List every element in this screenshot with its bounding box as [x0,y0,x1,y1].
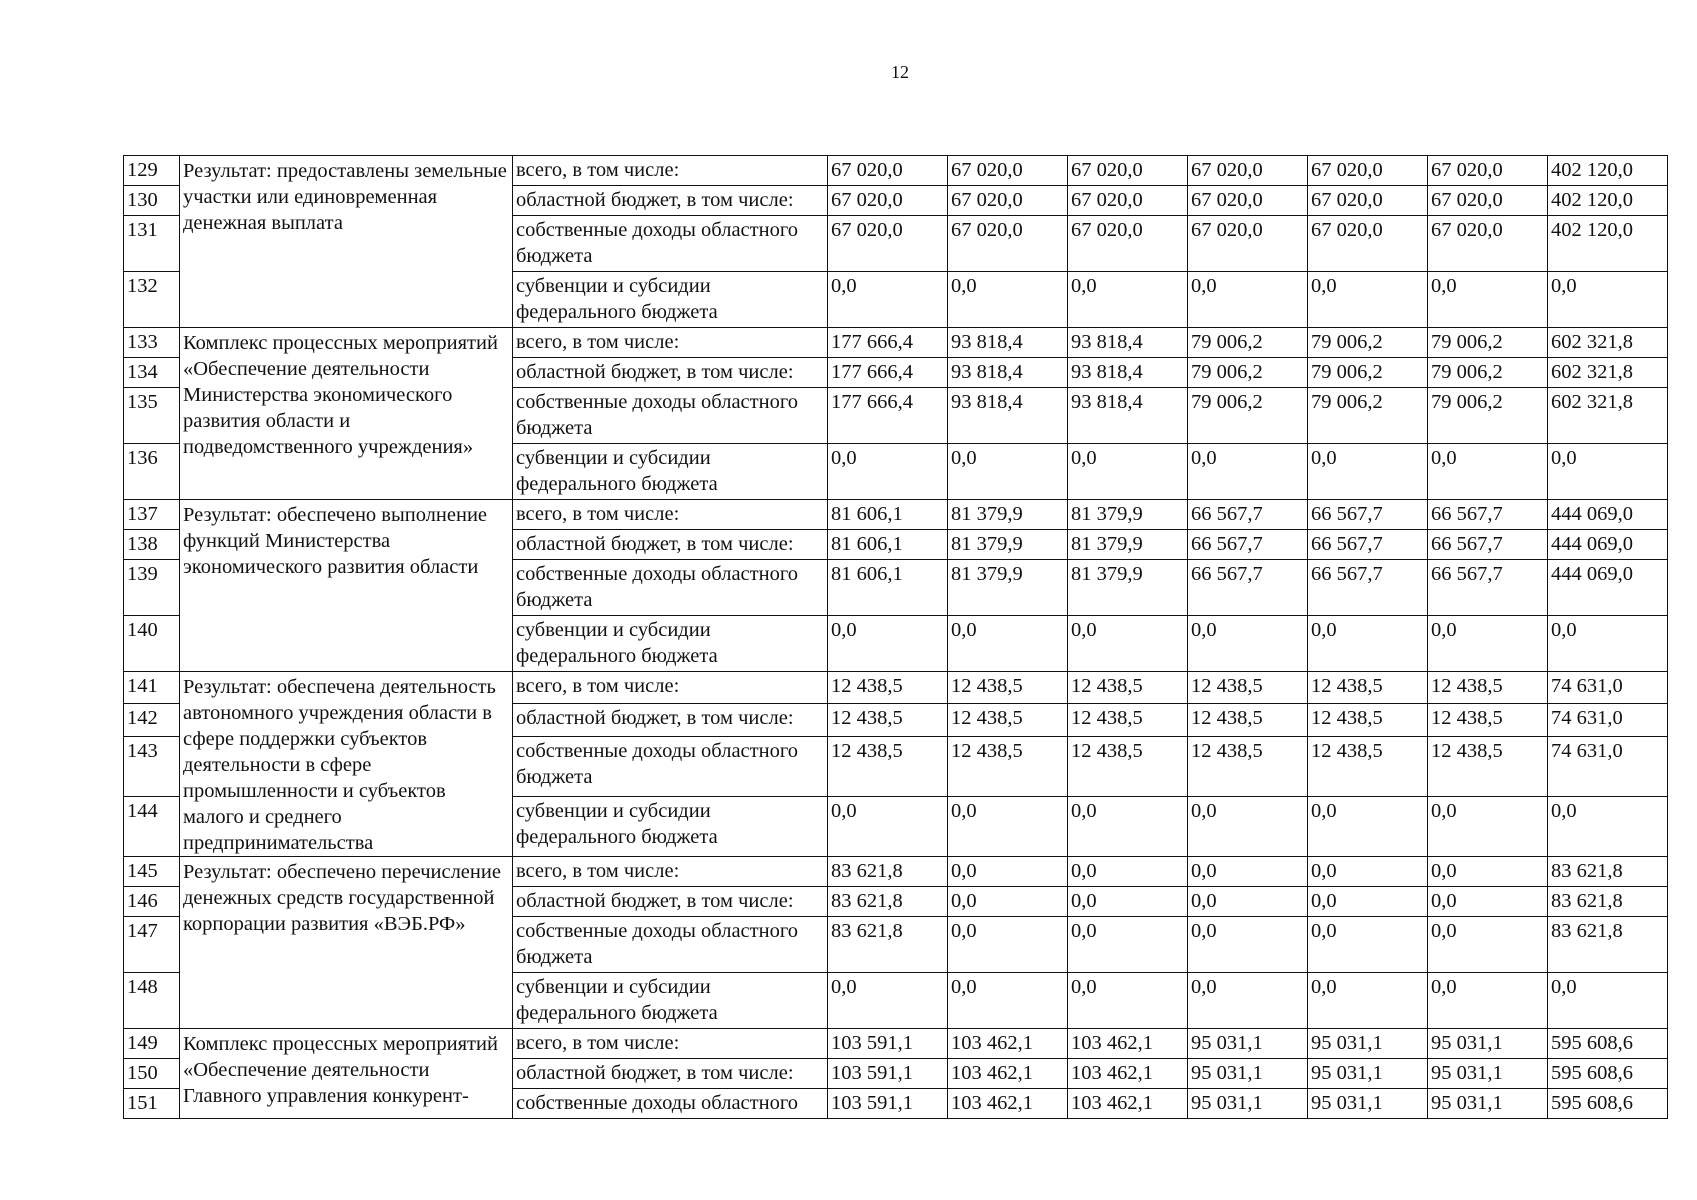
year-value: 67 020,0 [828,186,948,216]
year-value: 66 567,7 [1308,530,1428,560]
year-value: 67 020,0 [1308,216,1428,272]
funding-source: субвенции и субсидии федерального бюджета [513,973,828,1029]
year-value: 95 031,1 [1188,1089,1308,1119]
funding-source: областной бюджет, в том числе: [513,704,828,736]
table-row [124,672,1668,704]
year-value: 0,0 [1188,887,1308,917]
year-value: 93 818,4 [1068,388,1188,444]
total-value: 0,0 [1548,272,1668,328]
year-value: 79 006,2 [1428,358,1548,388]
total-value: 595 608,6 [1548,1029,1668,1059]
year-value: 81 379,9 [948,500,1068,530]
year-value: 93 818,4 [948,358,1068,388]
total-value: 0,0 [1548,796,1668,856]
total-value: 444 069,0 [1548,560,1668,616]
year-value: 66 567,7 [1428,500,1548,530]
year-value: 103 462,1 [1068,1089,1188,1119]
year-value: 0,0 [1068,616,1188,672]
activity-name: Результат: обеспечена деятельность автономного учреждения области в сфере поддержки субъектов деятельности в сфере промышленности и субъектов малого и среднего предпринимательства [180,672,513,857]
funding-source: собственные доходы областного бюджета [513,917,828,973]
year-value: 81 379,9 [1068,560,1188,616]
year-value: 12 438,5 [1308,704,1428,736]
year-value: 93 818,4 [1068,358,1188,388]
table-row [124,1029,1668,1059]
table-row [124,328,1668,358]
year-value: 67 020,0 [1068,156,1188,186]
activity-name: Комплекс процессных мероприятий «Обеспечение деятельности Министерства экономического развития области и подведомственного учреждения» [180,328,513,500]
total-value: 83 621,8 [1548,917,1668,973]
funding-source: всего, в том числе: [513,1029,828,1059]
year-value: 0,0 [828,973,948,1029]
row-number: 138 [124,530,180,560]
total-value: 83 621,8 [1548,857,1668,887]
year-value: 67 020,0 [828,156,948,186]
total-value: 0,0 [1548,973,1668,1029]
year-value: 93 818,4 [948,328,1068,358]
year-value: 12 438,5 [948,672,1068,704]
year-value: 0,0 [948,616,1068,672]
row-number: 135 [124,388,180,444]
year-value: 12 438,5 [1308,736,1428,796]
year-value: 66 567,7 [1188,500,1308,530]
year-value: 12 438,5 [1428,736,1548,796]
row-number: 148 [124,973,180,1029]
funding-source: всего, в том числе: [513,328,828,358]
year-value: 0,0 [828,616,948,672]
total-value: 402 120,0 [1548,216,1668,272]
year-value: 67 020,0 [948,156,1068,186]
row-number: 133 [124,328,180,358]
funding-source: областной бюджет, в том числе: [513,186,828,216]
year-value: 0,0 [1308,973,1428,1029]
year-value: 0,0 [948,444,1068,500]
year-value: 0,0 [1068,887,1188,917]
year-value: 0,0 [1188,796,1308,856]
total-value: 444 069,0 [1548,530,1668,560]
year-value: 0,0 [1188,973,1308,1029]
year-value: 12 438,5 [1308,672,1428,704]
year-value: 79 006,2 [1188,358,1308,388]
year-value: 0,0 [1308,796,1428,856]
year-value: 12 438,5 [828,736,948,796]
year-value: 81 606,1 [828,500,948,530]
year-value: 103 462,1 [1068,1059,1188,1089]
year-value: 81 606,1 [828,560,948,616]
year-value: 83 621,8 [828,887,948,917]
funding-source: областной бюджет, в том числе: [513,1059,828,1089]
year-value: 67 020,0 [1428,186,1548,216]
year-value: 12 438,5 [828,704,948,736]
funding-source: всего, в том числе: [513,857,828,887]
year-value: 95 031,1 [1428,1059,1548,1089]
year-value: 103 591,1 [828,1029,948,1059]
budget-table [123,155,1668,1119]
row-number: 149 [124,1029,180,1059]
year-value: 177 666,4 [828,328,948,358]
year-value: 12 438,5 [1188,672,1308,704]
year-value: 103 591,1 [828,1059,948,1089]
funding-source: всего, в том числе: [513,672,828,704]
total-value: 0,0 [1548,616,1668,672]
row-number: 137 [124,500,180,530]
funding-source: всего, в том числе: [513,500,828,530]
year-value: 12 438,5 [948,736,1068,796]
row-number: 141 [124,672,180,704]
year-value: 0,0 [828,272,948,328]
year-value: 67 020,0 [1308,186,1428,216]
year-value: 67 020,0 [1188,156,1308,186]
year-value: 79 006,2 [1308,358,1428,388]
row-number: 145 [124,857,180,887]
funding-source: всего, в том числе: [513,156,828,186]
row-number: 132 [124,272,180,328]
year-value: 67 020,0 [1308,156,1428,186]
year-value: 12 438,5 [1428,672,1548,704]
year-value: 103 462,1 [948,1059,1068,1089]
year-value: 95 031,1 [1308,1089,1428,1119]
row-number: 134 [124,358,180,388]
funding-source: областной бюджет, в том числе: [513,887,828,917]
row-number: 142 [124,704,180,736]
year-value: 12 438,5 [1068,704,1188,736]
funding-source: собственные доходы областного [513,1089,828,1119]
year-value: 66 567,7 [1308,560,1428,616]
year-value: 0,0 [1308,272,1428,328]
year-value: 67 020,0 [1068,186,1188,216]
year-value: 12 438,5 [1188,704,1308,736]
activity-name: Комплекс процессных мероприятий «Обеспечение деятельности Главного управления конкурент- [180,1029,513,1119]
funding-source: собственные доходы областного бюджета [513,216,828,272]
year-value: 12 438,5 [948,704,1068,736]
year-value: 81 379,9 [948,530,1068,560]
year-value: 0,0 [1308,917,1428,973]
total-value: 444 069,0 [1548,500,1668,530]
page-number: 12 [891,62,909,82]
funding-source: областной бюджет, в том числе: [513,530,828,560]
year-value: 0,0 [828,796,948,856]
row-number: 136 [124,444,180,500]
year-value: 0,0 [1428,857,1548,887]
row-number: 129 [124,156,180,186]
row-number: 146 [124,887,180,917]
funding-source: субвенции и субсидии федерального бюджета [513,272,828,328]
year-value: 103 462,1 [1068,1029,1188,1059]
year-value: 95 031,1 [1428,1029,1548,1059]
year-value: 95 031,1 [1428,1089,1548,1119]
row-number: 131 [124,216,180,272]
year-value: 67 020,0 [1188,186,1308,216]
total-value: 602 321,8 [1548,358,1668,388]
table-row [124,156,1668,186]
year-value: 67 020,0 [948,186,1068,216]
year-value: 95 031,1 [1188,1029,1308,1059]
total-value: 83 621,8 [1548,887,1668,917]
year-value: 79 006,2 [1428,328,1548,358]
year-value: 0,0 [1068,272,1188,328]
year-value: 67 020,0 [1428,156,1548,186]
funding-source: собственные доходы областного бюджета [513,388,828,444]
year-value: 81 379,9 [948,560,1068,616]
year-value: 83 621,8 [828,917,948,973]
year-value: 67 020,0 [1428,216,1548,272]
year-value: 93 818,4 [948,388,1068,444]
year-value: 0,0 [1068,444,1188,500]
year-value: 83 621,8 [828,857,948,887]
year-value: 177 666,4 [828,388,948,444]
row-number: 147 [124,917,180,973]
year-value: 12 438,5 [1188,736,1308,796]
year-value: 0,0 [948,857,1068,887]
row-number: 143 [124,736,180,796]
year-value: 0,0 [948,973,1068,1029]
year-value: 67 020,0 [828,216,948,272]
year-value: 0,0 [1068,857,1188,887]
year-value: 79 006,2 [1428,388,1548,444]
year-value: 95 031,1 [1308,1059,1428,1089]
row-number: 130 [124,186,180,216]
year-value: 67 020,0 [1188,216,1308,272]
year-value: 0,0 [1188,272,1308,328]
funding-source: собственные доходы областного бюджета [513,736,828,796]
year-value: 66 567,7 [1428,560,1548,616]
table-row [124,500,1668,530]
year-value: 67 020,0 [948,216,1068,272]
funding-source: собственные доходы областного бюджета [513,560,828,616]
year-value: 0,0 [1428,917,1548,973]
activity-name: Результат: обеспечено перечисление денежных средств государственной корпорации развития «ВЭБ.РФ» [180,857,513,1029]
total-value: 402 120,0 [1548,186,1668,216]
year-value: 0,0 [1308,616,1428,672]
year-value: 0,0 [1428,887,1548,917]
year-value: 0,0 [948,272,1068,328]
year-value: 0,0 [1428,616,1548,672]
year-value: 95 031,1 [1188,1059,1308,1089]
year-value: 66 567,7 [1428,530,1548,560]
year-value: 177 666,4 [828,358,948,388]
year-value: 79 006,2 [1308,328,1428,358]
year-value: 0,0 [828,444,948,500]
year-value: 0,0 [948,917,1068,973]
funding-source: субвенции и субсидии федерального бюджета [513,796,828,856]
row-number: 144 [124,796,180,856]
total-value: 74 631,0 [1548,704,1668,736]
table-body [124,156,1668,1119]
total-value: 602 321,8 [1548,328,1668,358]
row-number: 150 [124,1059,180,1089]
year-value: 103 462,1 [948,1089,1068,1119]
funding-source: областной бюджет, в том числе: [513,358,828,388]
year-value: 0,0 [1308,887,1428,917]
year-value: 12 438,5 [1428,704,1548,736]
year-value: 0,0 [1308,444,1428,500]
year-value: 66 567,7 [1188,530,1308,560]
year-value: 12 438,5 [1068,672,1188,704]
table-row [124,857,1668,887]
year-value: 103 591,1 [828,1089,948,1119]
row-number: 140 [124,616,180,672]
year-value: 0,0 [1428,796,1548,856]
total-value: 74 631,0 [1548,672,1668,704]
year-value: 66 567,7 [1308,500,1428,530]
total-value: 602 321,8 [1548,388,1668,444]
year-value: 81 606,1 [828,530,948,560]
total-value: 595 608,6 [1548,1059,1668,1089]
year-value: 0,0 [948,887,1068,917]
year-value: 93 818,4 [1068,328,1188,358]
year-value: 81 379,9 [1068,530,1188,560]
row-number: 151 [124,1089,180,1119]
total-value: 0,0 [1548,444,1668,500]
year-value: 103 462,1 [948,1029,1068,1059]
year-value: 79 006,2 [1188,328,1308,358]
year-value: 81 379,9 [1068,500,1188,530]
year-value: 0,0 [1428,272,1548,328]
funding-source: субвенции и субсидии федерального бюджета [513,444,828,500]
activity-name: Результат: обеспечено выполнение функций Министерства экономического развития области [180,500,513,672]
total-value: 74 631,0 [1548,736,1668,796]
year-value: 79 006,2 [1188,388,1308,444]
year-value: 79 006,2 [1308,388,1428,444]
year-value: 66 567,7 [1188,560,1308,616]
activity-name: Результат: предоставлены земельные участки или единовременная денежная выплата [180,156,513,328]
year-value: 0,0 [1068,973,1188,1029]
year-value: 0,0 [1188,616,1308,672]
year-value: 95 031,1 [1308,1029,1428,1059]
year-value: 12 438,5 [828,672,948,704]
total-value: 595 608,6 [1548,1089,1668,1119]
year-value: 0,0 [1188,444,1308,500]
year-value: 0,0 [1188,857,1308,887]
year-value: 0,0 [1188,917,1308,973]
year-value: 0,0 [1068,917,1188,973]
row-number: 139 [124,560,180,616]
year-value: 0,0 [1308,857,1428,887]
year-value: 67 020,0 [1068,216,1188,272]
year-value: 12 438,5 [1068,736,1188,796]
year-value: 0,0 [948,796,1068,856]
year-value: 0,0 [1068,796,1188,856]
funding-source: субвенции и субсидии федерального бюджета [513,616,828,672]
total-value: 402 120,0 [1548,156,1668,186]
year-value: 0,0 [1428,444,1548,500]
year-value: 0,0 [1428,973,1548,1029]
